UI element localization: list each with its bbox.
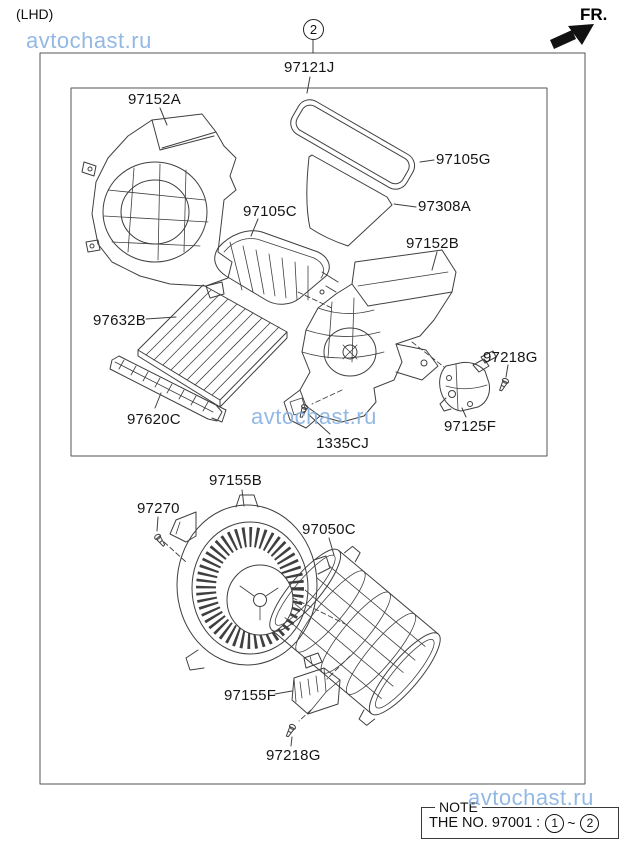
- part-insulation-pad-drawing: [307, 155, 392, 246]
- watermark-bottom: avtochast.ru: [468, 785, 594, 810]
- part-label-screw-resistor: 97218G: [266, 747, 321, 764]
- screw-97270-icon: [154, 533, 167, 547]
- part-case-upper-drawing: [82, 114, 236, 298]
- part-label-case-upper: 97152A: [128, 91, 181, 108]
- front-direction-arrow-icon: [550, 24, 594, 49]
- part-label-case-lower: 97152B: [406, 235, 459, 252]
- note-box: [421, 799, 619, 839]
- note-range-from-badge: 1: [545, 814, 564, 833]
- part-case-lower-drawing: [284, 250, 456, 428]
- part-label-resistor: 97155F: [224, 687, 277, 704]
- note-range-to-badge: 2: [580, 814, 599, 833]
- part-label-screw-case: 1335CJ: [316, 435, 369, 452]
- part-label-seal-assy: 97121J: [284, 59, 335, 76]
- part-label-screw-actuator: 97218G: [483, 349, 538, 366]
- part-seal-assy-drawing: [286, 95, 419, 194]
- watermark-top: avtochast.ru: [26, 28, 152, 53]
- assembly-callout-badge: 2: [303, 19, 324, 40]
- part-label-blower-case: 97050C: [302, 521, 356, 538]
- part-resistor-drawing: [292, 653, 340, 714]
- part-label-filter-cover: 97620C: [127, 411, 181, 428]
- inner-frame: [71, 88, 547, 456]
- screw-97218g-upper-icon: [498, 377, 510, 392]
- front-direction-label: FR.: [580, 5, 608, 24]
- part-label-screw-motor: 97270: [137, 500, 180, 517]
- part-label-insulation-pad: 97308A: [418, 198, 471, 215]
- note-range-tilde: ~: [567, 815, 576, 831]
- part-label-seal-inlet: 97105G: [436, 151, 491, 168]
- note-title: NOTE: [435, 799, 482, 815]
- screw-97218g-lower-icon: [284, 723, 296, 738]
- watermark-middle: avtochast.ru: [251, 404, 377, 429]
- part-duct-inlet-drawing: [215, 231, 338, 304]
- part-label-blower-motor: 97155B: [209, 472, 262, 489]
- part-label-cabin-filter: 97632B: [93, 312, 146, 329]
- drive-type-label: (LHD): [16, 6, 54, 22]
- leader-lines: [146, 39, 508, 746]
- part-cabin-filter-drawing: [138, 285, 287, 407]
- part-label-door-actuator: 97125F: [444, 418, 497, 435]
- note-text: THE NO. 97001 :: [429, 815, 541, 831]
- part-label-duct-inlet: 97105C: [243, 203, 297, 220]
